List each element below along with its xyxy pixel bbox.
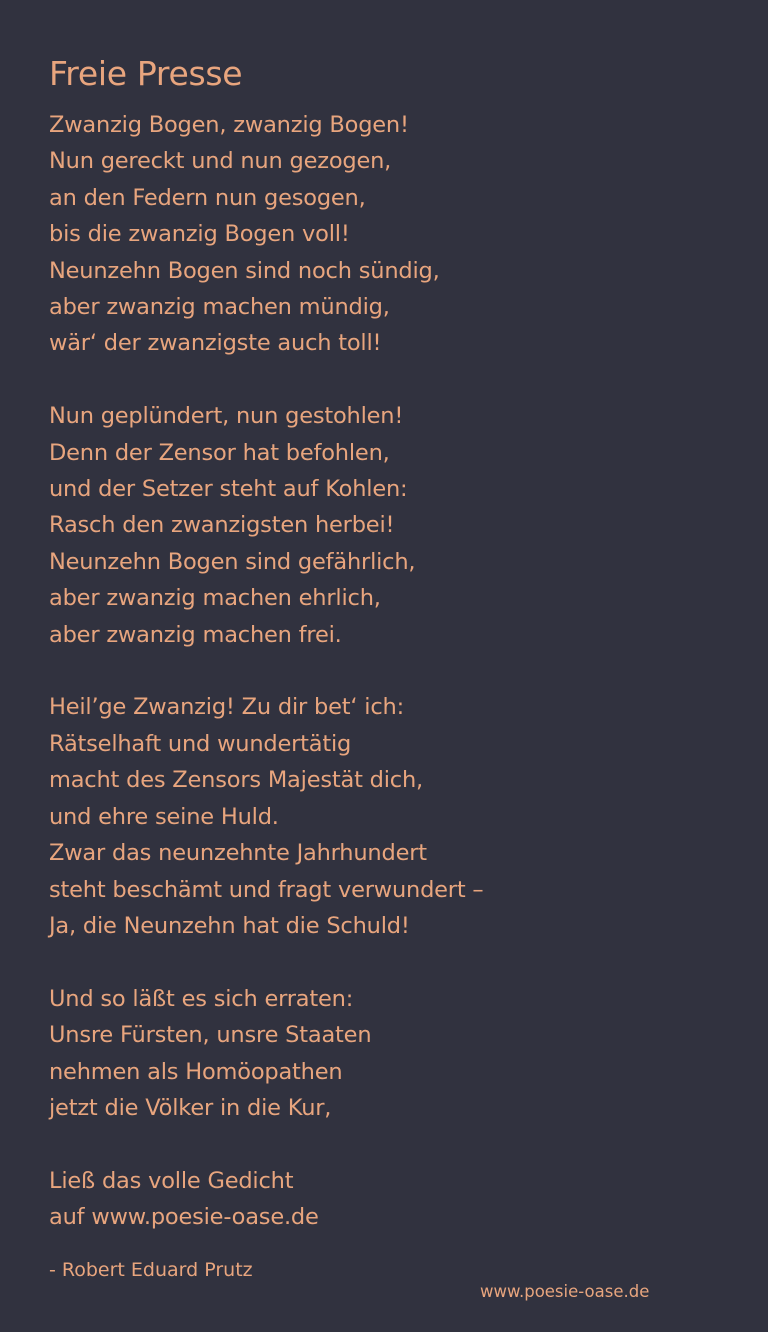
author-credit: - Robert Eduard Prutz <box>49 1259 253 1281</box>
poem-line: wär‘ der zwanzigste auch toll! <box>49 330 382 357</box>
stanza-4 <box>49 981 739 1127</box>
stanza-1 <box>49 107 739 362</box>
poem-line: auf www.poesie-oase.de <box>49 1204 319 1231</box>
poem-line: Rasch den zwanzigsten herbei! <box>49 512 395 539</box>
poem-title: Freie Presse <box>49 54 243 93</box>
poem-line: Ja, die Neunzehn hat die Schuld! <box>49 912 410 939</box>
poem-line: bis die zwanzig Bogen voll! <box>49 221 350 248</box>
poem-line: Nun geplündert, nun gestohlen! <box>49 403 404 430</box>
poem-line: Rätselhaft und wundertätig <box>49 730 352 757</box>
stanza-3 <box>49 689 739 944</box>
poem-line: Neunzehn Bogen sind noch sündig, <box>49 257 440 284</box>
stanza-5 <box>49 1163 739 1236</box>
poem-line: Denn der Zensor hat befohlen, <box>49 439 390 466</box>
poem-line: und ehre seine Huld. <box>49 803 279 830</box>
poem-line: Nun gereckt und nun gezogen, <box>49 148 392 175</box>
poem-line: aber zwanzig machen frei. <box>49 621 342 648</box>
poem-line: aber zwanzig machen mündig, <box>49 294 390 321</box>
stanza-2 <box>49 398 739 653</box>
poem-line: Zwar das neunzehnte Jahrhundert <box>49 840 427 867</box>
poem-body <box>49 107 739 1272</box>
website-watermark: www.poesie-oase.de <box>480 1282 650 1301</box>
poem-line: Neunzehn Bogen sind gefährlich, <box>49 548 416 575</box>
poem-line: Und so läßt es sich erraten: <box>49 985 354 1012</box>
poem-line: Unsre Fürsten, unsre Staaten <box>49 1022 372 1049</box>
poem-line: Heil’ge Zwanzig! Zu dir bet‘ ich: <box>49 694 404 721</box>
poem-line: aber zwanzig machen ehrlich, <box>49 585 381 612</box>
poem-line: macht des Zensors Majestät dich, <box>49 767 423 794</box>
poem-line: und der Setzer steht auf Kohlen: <box>49 476 408 503</box>
poem-line: Zwanzig Bogen, zwanzig Bogen! <box>49 112 409 138</box>
poem-line: nehmen als Homöopathen <box>49 1058 343 1085</box>
poem-line: steht beschämt und fragt verwundert – <box>49 876 484 903</box>
poem-line: Ließ das volle Gedicht <box>49 1167 294 1194</box>
poem-line: jetzt die Völker in die Kur, <box>49 1094 332 1121</box>
poem-line: an den Federn nun gesogen, <box>49 184 366 211</box>
